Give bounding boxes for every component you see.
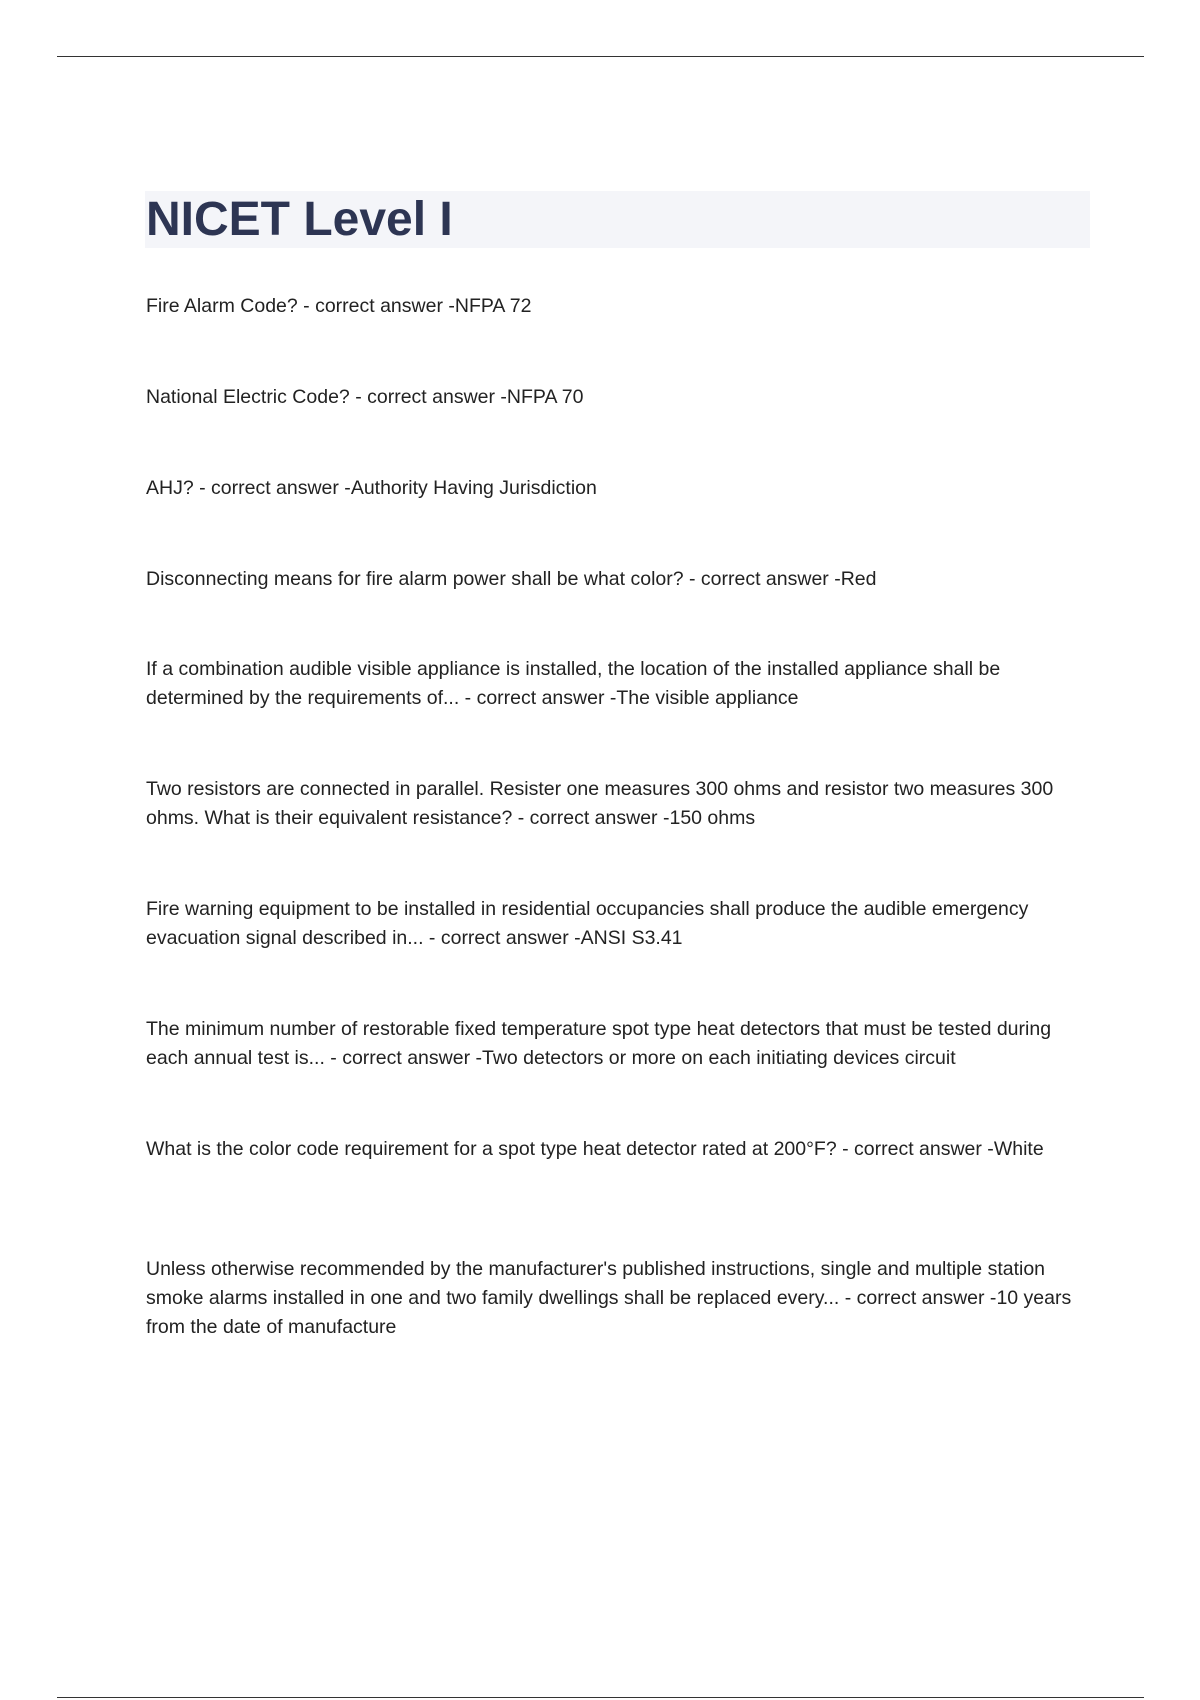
- qa-item: [146, 895, 1091, 953]
- question-text: Fire warning equipment to be installed in residential occupancies shall produce the audible emergency evacuation signal described in...: [146, 898, 1029, 949]
- answer-separator: - correct answer -: [324, 1047, 482, 1069]
- answer-separator: - correct answer -: [459, 687, 617, 709]
- qa-item: [146, 655, 1091, 713]
- question-text: What is the color code requirement for a spot type heat detector rated at 200°F?: [146, 1138, 837, 1160]
- answer-text: NFPA 72: [454, 295, 532, 317]
- answer-separator: - correct answer -: [683, 568, 841, 590]
- answer-separator: - correct answer -: [297, 295, 455, 317]
- answer-text: NFPA 70: [506, 386, 584, 408]
- question-text: AHJ?: [146, 477, 194, 499]
- answer-text: The visible appliance: [616, 687, 799, 709]
- qa-item: [146, 1135, 1091, 1164]
- answer-separator: - correct answer -: [423, 927, 581, 949]
- qa-item: [146, 1015, 1091, 1073]
- page-title: NICET Level I: [146, 193, 453, 246]
- question-text: The minimum number of restorable fixed temperature spot type heat detectors that must be tested during each annual test is...: [146, 1018, 1052, 1069]
- answer-separator: - correct answer -: [836, 1138, 994, 1160]
- qa-item: [146, 775, 1091, 833]
- answer-text: Two detectors or more on each initiating devices circuit: [482, 1047, 956, 1069]
- question-text: Unless otherwise recommended by the manufacturer's published instructions, single and multiple station smoke alarms installed in one and two family dwellings shall be replaced every...: [146, 1258, 1046, 1309]
- answer-text: White: [993, 1138, 1044, 1160]
- question-text: If a combination audible visible appliance is installed, the location of the installed appliance shall be determined by the requirements of...: [146, 658, 1001, 709]
- qa-item: [146, 383, 1091, 412]
- answer-text: ANSI S3.41: [580, 927, 683, 949]
- answer-separator: - correct answer -: [839, 1287, 997, 1309]
- question-text: Fire Alarm Code?: [146, 295, 298, 317]
- bottom-rule: [57, 1697, 1144, 1698]
- answer-text: 10 years from the date of manufacture: [146, 1287, 1072, 1338]
- question-text: National Electric Code?: [146, 386, 350, 408]
- answer-text: Red: [840, 568, 877, 590]
- question-text: Disconnecting means for fire alarm power shall be what color?: [146, 568, 684, 590]
- answer-text: 150 ohms: [669, 807, 756, 829]
- qa-item: [146, 1255, 1091, 1342]
- qa-item: [146, 292, 1091, 321]
- question-text: Two resistors are connected in parallel. Resister one measures 300 ohms and resistor two measures 300 ohms. What is their equivalent resistance?: [146, 778, 1054, 829]
- qa-item: [146, 474, 1091, 503]
- qa-item: [146, 565, 1091, 594]
- top-rule: [57, 56, 1144, 57]
- answer-separator: - correct answer -: [193, 477, 351, 499]
- answer-separator: - correct answer -: [512, 807, 670, 829]
- answer-text: Authority Having Jurisdiction: [350, 477, 597, 499]
- answer-separator: - correct answer -: [349, 386, 507, 408]
